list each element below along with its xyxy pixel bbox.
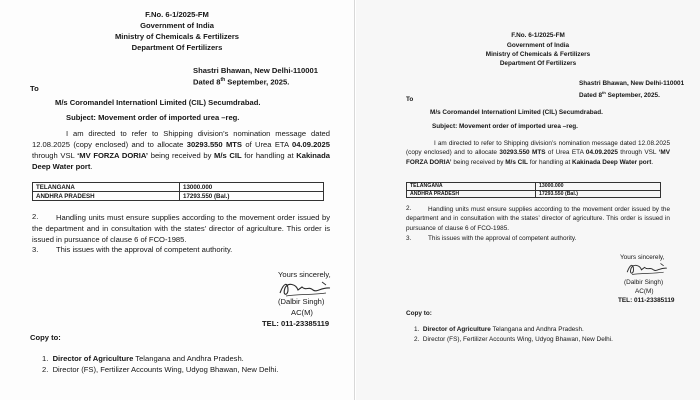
- yours-sincerely: Yours sincerely,: [620, 254, 665, 261]
- to-label: To: [406, 96, 414, 103]
- file-number: F.No. 6-1/2025-FM: [511, 32, 565, 39]
- subject-line: Subject: Movement order of imported urea –reg.: [66, 113, 240, 122]
- table-row: [407, 190, 661, 198]
- paragraph-3-number: 3.: [406, 235, 412, 242]
- to-label: To: [30, 84, 39, 93]
- quantity-cell: 17293.550 (Bal.): [536, 190, 661, 198]
- paragraph-2: Handling units must ensure supplies according to the movement order issued by the department and in consultation with the states’ director of agriculture. This order is issued in pursuance of clause 6 of FCO-1985.: [32, 213, 330, 244]
- department-line: Department Of Fertilizers: [131, 43, 223, 52]
- address-line: Shastri Bhawan, New Delhi-110001: [579, 80, 685, 87]
- signatory-name: (Dalbir Singh): [624, 279, 664, 286]
- paragraph-2-number: 2.: [32, 212, 39, 221]
- state-cell: ANDHRA PRADESH: [33, 192, 180, 201]
- department-line: Department Of Fertilizers: [499, 60, 577, 67]
- paragraph-2: Handling units must ensure supplies according to the movement order issued by the department and in consultation with the states’ director of agriculture. This order is issued in pursuance of clause 6 of FCO-1985.: [406, 206, 670, 232]
- copy-item-2: 2. Director (FS), Fertilizer Accounts Wing, Udyog Bhawan, New Delhi.: [42, 365, 279, 374]
- quantity-cell: 13000.000: [180, 183, 324, 192]
- ministry-line: Ministry of Chemicals & Fertilizers: [114, 32, 240, 41]
- copy-to-label: Copy to:: [30, 333, 61, 342]
- date-line: Dated 8th September, 2025.: [193, 77, 290, 87]
- state-cell: TELANGANA: [33, 183, 180, 192]
- allocation-table: [32, 182, 324, 201]
- designation: AC(M): [291, 308, 313, 317]
- government-line: Government of India: [140, 21, 214, 30]
- government-line: Government of India: [506, 42, 570, 49]
- designation: AC(M): [635, 288, 654, 295]
- recipient: M/s Coromandel Internationl Limited (CIL) Secumdrabad.: [55, 98, 261, 107]
- address-line: Shastri Bhawan, New Delhi-110001: [193, 66, 318, 75]
- table-row: [33, 183, 324, 192]
- paragraph-1: I am directed to refer to Shipping division’s nomination message dated 12.08.2025 (copy enclosed) and to allocate 30293.550 MTS of Urea ETA 04.09.2025 through VSL ‘MV FORZA DORIA’ being received by M/s CIL for handling at Kakinada Deep Water port.: [32, 129, 330, 171]
- state-cell: TELANGANA: [407, 183, 536, 191]
- signatory-name: (Dalbir Singh): [278, 297, 325, 306]
- quantity-cell: 13000.000: [536, 183, 661, 191]
- copy-item-1: 1. Director of Agriculture Telangana and Andhra Pradesh.: [414, 326, 584, 333]
- copy-to-label: Copy to:: [406, 310, 432, 317]
- paragraph-3-number: 3.: [32, 245, 39, 254]
- paragraph-3: This issues with the approval of competent authority.: [428, 235, 577, 242]
- telephone: TEL: 011-23385119: [262, 319, 330, 328]
- quantity-cell: 17293.550 (Bal.): [180, 192, 324, 201]
- letter-page-right: [356, 0, 700, 400]
- table-row: [33, 192, 324, 201]
- signature: [624, 260, 670, 278]
- state-cell: ANDHRA PRADESH: [407, 190, 536, 198]
- paragraph-3: This issues with the approval of competent authority.: [56, 245, 233, 254]
- file-number: F.No. 6-1/2025-FM: [145, 10, 209, 19]
- subject-line: Subject: Movement order of imported urea –reg.: [432, 123, 578, 130]
- copy-item-2: 2. Director (FS), Fertilizer Accounts Wing, Udyog Bhawan, New Delhi.: [414, 336, 613, 343]
- ministry-line: Ministry of Chemicals & Fertilizers: [485, 51, 591, 58]
- allocation-table: [406, 182, 661, 198]
- table-row: [407, 183, 661, 191]
- recipient: M/s Coromandel Internationl Limited (CIL) Secumdrabad.: [430, 109, 603, 116]
- yours-sincerely: Yours sincerely,: [278, 270, 331, 279]
- paragraph-1: I am directed to refer to Shipping division’s nomination message dated 12.08.2025 (copy enclosed) and to allocate 30293.550 MTS of Urea ETA 04.09.2025 through VSL ‘MV FORZA DORIA’ being received by M/s CIL for handling at Kakinada Deep Water port.: [406, 140, 671, 166]
- paragraph-2-number: 2.: [406, 205, 412, 212]
- copy-item-1: 1. Director of Agriculture Telangana and Andhra Pradesh.: [42, 354, 244, 363]
- telephone: TEL: 011-23385119: [618, 297, 675, 304]
- date-line: Dated 8th September, 2025.: [579, 90, 660, 100]
